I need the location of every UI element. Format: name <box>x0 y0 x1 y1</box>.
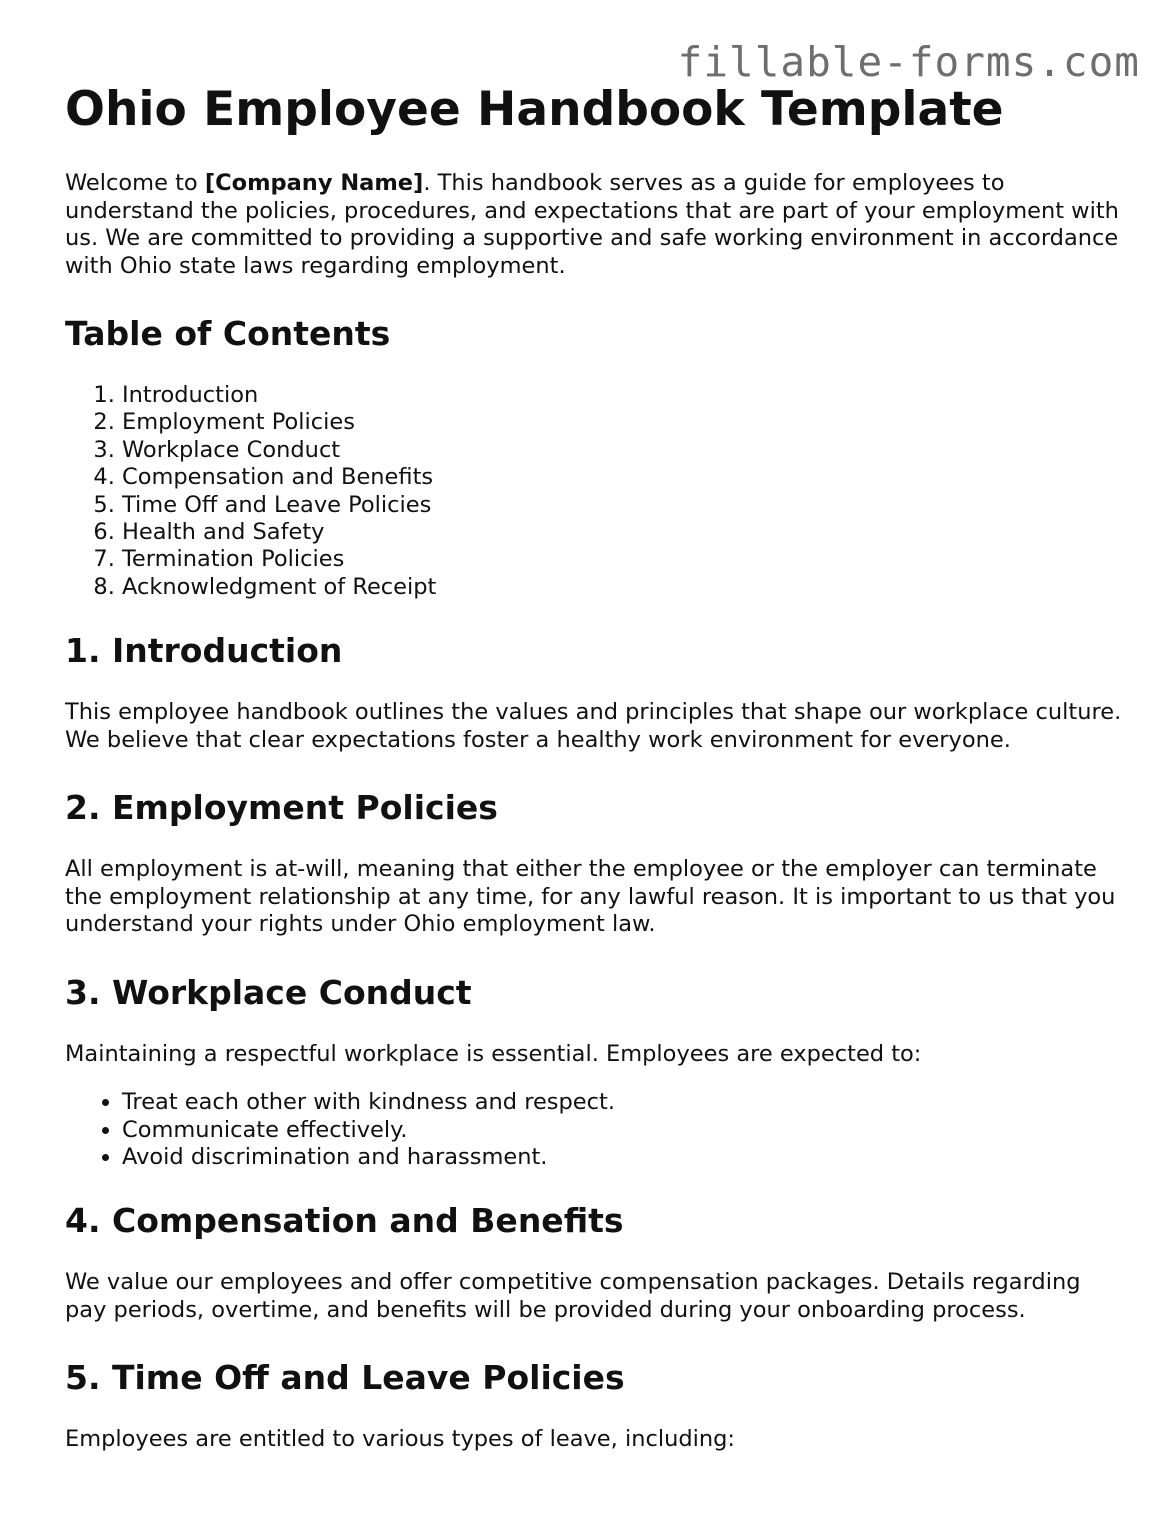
toc-list <box>65 382 1125 601</box>
toc-item: 1. Introduction <box>122 382 1125 409</box>
toc-item: 2. Employment Policies <box>122 409 1125 436</box>
conduct-bullet-list <box>65 1089 1125 1171</box>
toc-item: 3. Workplace Conduct <box>122 437 1125 464</box>
conduct-bullet: • Treat each other with kindness and respect. <box>122 1089 1125 1116</box>
document-page <box>65 80 1125 1488</box>
section-heading-time-off: 5. Time Off and Leave Policies <box>65 1358 625 1398</box>
intro-suffix: . This handbook serves as a guide for employees to understand the policies, procedures, and expectations that are part of your employment with us. We are committed to providing a supportive and safe working environment in accordance with Ohio state laws regarding employment. <box>65 170 1119 279</box>
section-heading-compensation: 4. Compensation and Benefits <box>65 1201 624 1241</box>
section-body-compensation: We value our employees and offer competitive compensation packages. Details regarding pay periods, overtime, and benefits will be provided during your onboarding process. <box>65 1269 1081 1323</box>
toc-item: 7. Termination Policies <box>122 546 1125 573</box>
toc-item: 5. Time Off and Leave Policies <box>122 492 1125 519</box>
toc-item: 4. Compensation and Benefits <box>122 464 1125 491</box>
section-heading-workplace-conduct: 3. Workplace Conduct <box>65 972 472 1012</box>
section-heading-introduction: 1. Introduction <box>65 631 343 671</box>
section-heading-employment-policies: 2. Employment Policies <box>65 788 498 828</box>
watermark: fillable-forms.com <box>677 38 1140 86</box>
conduct-bullet: • Avoid discrimination and harassment. <box>122 1144 1125 1171</box>
toc-item: 6. Health and Safety <box>122 519 1125 546</box>
section-body-introduction: This employee handbook outlines the values and principles that shape our workplace culture. We believe that clear expectations foster a healthy work environment for everyone. <box>65 699 1122 753</box>
toc-heading: Table of Contents <box>65 314 391 353</box>
company-name-placeholder: [Company Name] <box>204 170 424 196</box>
intro-paragraph <box>65 170 1125 280</box>
section-body-employment-policies: All employment is at-will, meaning that either the employee or the employer can terminate the employment relationship at any time, for any lawful reason. It is important to us that you understand your rights under Ohio employment law. <box>65 856 1116 938</box>
section-body-time-off: Employees are entitled to various types of leave, including: <box>65 1426 735 1453</box>
intro-prefix: Welcome to <box>65 170 205 196</box>
section-body-workplace-conduct: Maintaining a respectful workplace is essential. Employees are expected to: <box>65 1040 922 1067</box>
page-title: Ohio Employee Handbook Template <box>65 82 1004 137</box>
toc-item: 8. Acknowledgment of Receipt <box>122 574 1125 601</box>
conduct-bullet: • Communicate effectively. <box>122 1117 1125 1144</box>
